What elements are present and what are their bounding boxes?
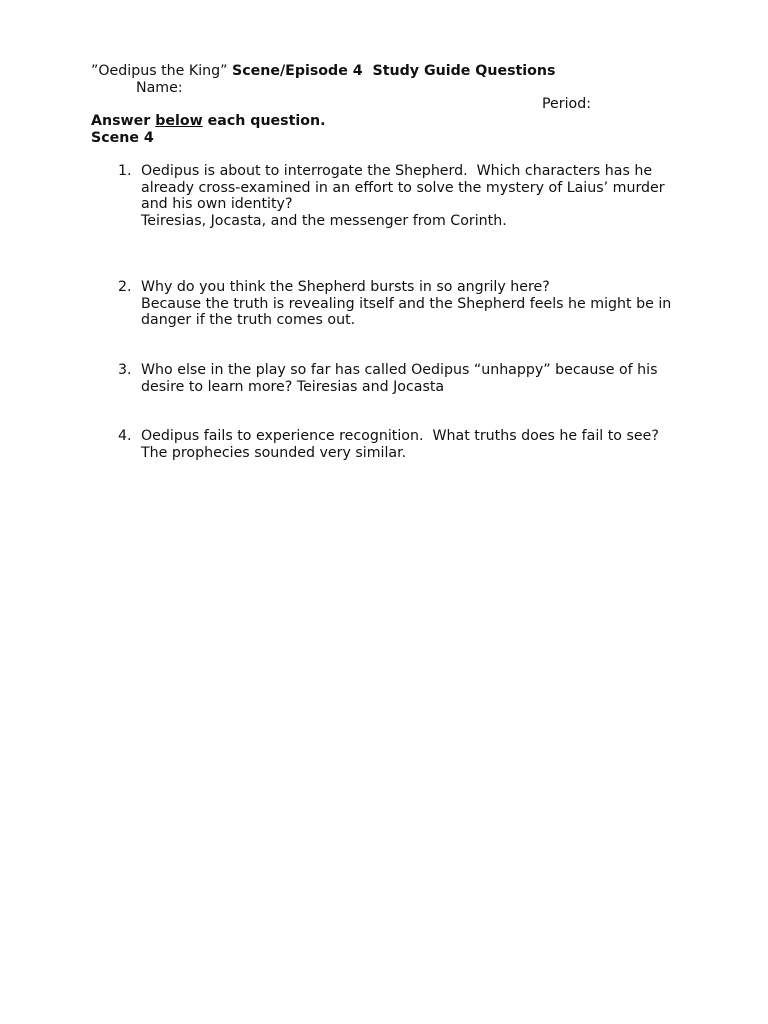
- name-label: Name:: [136, 80, 183, 96]
- question-body: [141, 163, 681, 229]
- answer-line: danger if the truth comes out.: [141, 312, 356, 329]
- question-body: [141, 362, 681, 395]
- instructions-prefix: Answer: [91, 113, 156, 129]
- question-number: 1.: [118, 163, 132, 179]
- answer-line: Because the truth is revealing itself and the Shepherd feels he might be in: [141, 295, 672, 312]
- question-line: desire to learn more? Teiresias and Jocasta: [141, 378, 445, 395]
- question-number: 4.: [118, 428, 132, 444]
- section-heading: Scene 4: [91, 130, 154, 146]
- question-body: [141, 428, 681, 461]
- question-number: 2.: [118, 279, 132, 295]
- instructions-underlined: below: [155, 113, 203, 129]
- period-label: Period:: [542, 96, 592, 112]
- question-number: 3.: [118, 362, 132, 378]
- question-line: Oedipus is about to interrogate the Shepherd. Which characters has he: [141, 163, 653, 179]
- question-line: and his own identity?: [141, 196, 293, 213]
- instructions: [91, 113, 326, 130]
- question-body: [141, 279, 681, 329]
- title-section: Scene/Episode 4 Study Guide Questions: [232, 63, 556, 79]
- question-line: Who else in the play so far has called Oedipus “unhappy” because of his: [141, 362, 658, 378]
- question-line: Why do you think the Shepherd bursts in so angrily here?: [141, 279, 550, 295]
- answer-line: The prophecies sounded very similar.: [141, 444, 407, 461]
- title-play-name: ”Oedipus the King”: [91, 63, 232, 79]
- answer-line: Teiresias, Jocasta, and the messenger from Corinth.: [141, 212, 507, 229]
- instructions-suffix: each question.: [202, 113, 326, 129]
- document-title: [91, 63, 555, 80]
- question-line: Oedipus fails to experience recognition. What truths does he fail to see?: [141, 428, 659, 444]
- question-line: already cross-examined in an effort to solve the mystery of Laius’ murder: [141, 179, 665, 196]
